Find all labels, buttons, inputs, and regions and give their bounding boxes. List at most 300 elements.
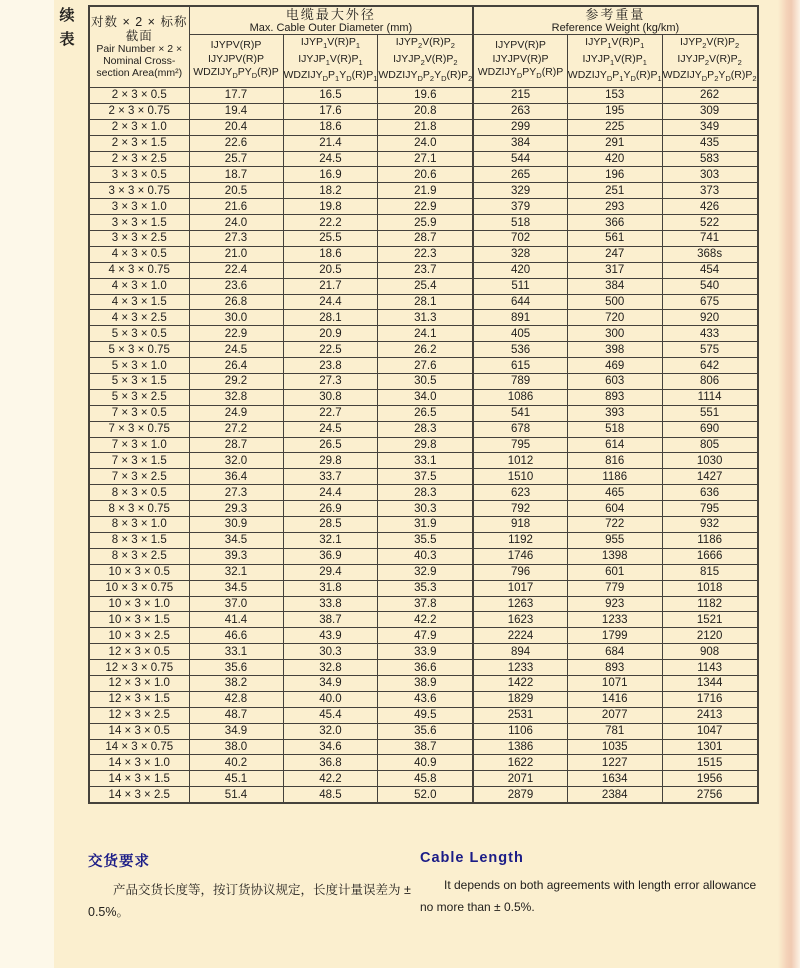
row-value-cell: 1344 bbox=[662, 675, 757, 691]
row-value-cell: 23.7 bbox=[378, 262, 473, 278]
row-value-cell: 604 bbox=[567, 501, 662, 517]
row-size-label: 7 × 3 × 0.5 bbox=[89, 405, 189, 421]
row-value-cell: 792 bbox=[473, 501, 567, 517]
row-value-cell: 26.8 bbox=[189, 294, 283, 310]
weight-header-en: Reference Weight (kg/km) bbox=[551, 21, 680, 34]
row-value-cell: 30.5 bbox=[378, 374, 473, 390]
row-value-cell: 40.3 bbox=[378, 548, 473, 564]
row-value-cell: 366 bbox=[567, 215, 662, 231]
model-header-cell: IJYPV(R)P IJYJPV(R)P $WDZIJY_DPY_D(R)P$ bbox=[473, 35, 567, 88]
row-value-cell: 2879 bbox=[473, 787, 567, 803]
table-row bbox=[89, 612, 758, 628]
row-value-cell: 1746 bbox=[473, 548, 567, 564]
row-value-cell: 30.3 bbox=[378, 501, 473, 517]
row-value-cell: 42.2 bbox=[378, 612, 473, 628]
row-value-cell: 24.1 bbox=[378, 326, 473, 342]
row-value-cell: 27.3 bbox=[189, 231, 283, 247]
row-value-cell: 28.3 bbox=[378, 485, 473, 501]
row-value-cell: 19.4 bbox=[189, 103, 283, 119]
row-value-cell: 22.9 bbox=[189, 326, 283, 342]
diameter-header-en: Max. Cable Outer Diameter (mm) bbox=[249, 21, 413, 34]
table-row bbox=[89, 88, 758, 104]
row-value-cell: 21.0 bbox=[189, 246, 283, 262]
weight-header-zh: 参考重量 bbox=[585, 6, 646, 22]
row-value-cell: 37.0 bbox=[189, 596, 283, 612]
row-value-cell: 1071 bbox=[567, 675, 662, 691]
row-size-label: 7 × 3 × 2.5 bbox=[89, 469, 189, 485]
cable-length-text: It depends on both agreements with length error allowance no more than ± 0.5%. bbox=[420, 878, 757, 914]
row-value-cell: 43.9 bbox=[283, 628, 378, 644]
size-header-zh-1: 对数 × 2 × 标称 bbox=[91, 15, 188, 29]
row-value-cell: 25.9 bbox=[378, 215, 473, 231]
row-value-cell: 27.3 bbox=[283, 374, 378, 390]
row-value-cell: 24.9 bbox=[189, 405, 283, 421]
row-value-cell: 35.6 bbox=[189, 660, 283, 676]
row-value-cell: 17.6 bbox=[283, 103, 378, 119]
row-value-cell: 20.8 bbox=[378, 103, 473, 119]
table-row bbox=[89, 787, 758, 803]
row-value-cell: 247 bbox=[567, 246, 662, 262]
row-value-cell: 465 bbox=[567, 485, 662, 501]
table-row bbox=[89, 501, 758, 517]
diameter-group-header bbox=[189, 6, 473, 35]
row-value-cell: 33.1 bbox=[189, 644, 283, 660]
table-row bbox=[89, 739, 758, 755]
row-value-cell: 642 bbox=[662, 358, 757, 374]
row-value-cell: 41.4 bbox=[189, 612, 283, 628]
row-value-cell: 20.9 bbox=[283, 326, 378, 342]
table-row bbox=[89, 374, 758, 390]
table-row bbox=[89, 548, 758, 564]
row-size-label: 7 × 3 × 0.75 bbox=[89, 421, 189, 437]
row-value-cell: 29.3 bbox=[189, 501, 283, 517]
row-value-cell: 51.4 bbox=[189, 787, 283, 803]
row-value-cell: 35.3 bbox=[378, 580, 473, 596]
row-value-cell: 955 bbox=[567, 532, 662, 548]
row-value-cell: 27.1 bbox=[378, 151, 473, 167]
size-header-zh-2: 截面 bbox=[125, 29, 153, 43]
row-value-cell: 21.6 bbox=[189, 199, 283, 215]
row-value-cell: 789 bbox=[473, 374, 567, 390]
row-value-cell: 16.5 bbox=[283, 88, 378, 104]
row-value-cell: 23.8 bbox=[283, 358, 378, 374]
row-value-cell: 20.5 bbox=[283, 262, 378, 278]
row-value-cell: 25.7 bbox=[189, 151, 283, 167]
row-value-cell: 918 bbox=[473, 517, 567, 533]
row-value-cell: 303 bbox=[662, 167, 757, 183]
table-row bbox=[89, 628, 758, 644]
row-value-cell: 1515 bbox=[662, 755, 757, 771]
row-value-cell: 34.6 bbox=[283, 739, 378, 755]
row-value-cell: 1018 bbox=[662, 580, 757, 596]
row-value-cell: 932 bbox=[662, 517, 757, 533]
row-size-label: 7 × 3 × 1.0 bbox=[89, 437, 189, 453]
row-value-cell: 46.6 bbox=[189, 628, 283, 644]
row-value-cell: 34.9 bbox=[189, 723, 283, 739]
row-value-cell: 1186 bbox=[662, 532, 757, 548]
row-size-label: 12 × 3 × 0.75 bbox=[89, 660, 189, 676]
continued-table-label bbox=[57, 4, 77, 52]
row-value-cell: 21.8 bbox=[378, 119, 473, 135]
row-value-cell: 317 bbox=[567, 262, 662, 278]
row-value-cell: 40.9 bbox=[378, 755, 473, 771]
delivery-requirements-text: 产品交货长度等，按订货协议规定，长度计量误差为 ± 0.5%。 bbox=[88, 883, 411, 919]
row-size-label: 10 × 3 × 1.5 bbox=[89, 612, 189, 628]
row-value-cell: 19.8 bbox=[283, 199, 378, 215]
row-size-label: 4 × 3 × 0.5 bbox=[89, 246, 189, 262]
table-row bbox=[89, 644, 758, 660]
row-value-cell: 291 bbox=[567, 135, 662, 151]
row-value-cell: 22.6 bbox=[189, 135, 283, 151]
row-value-cell: 540 bbox=[662, 278, 757, 294]
row-value-cell: 25.5 bbox=[283, 231, 378, 247]
row-value-cell: 215 bbox=[473, 88, 567, 104]
row-value-cell: 39.3 bbox=[189, 548, 283, 564]
row-value-cell: 24.5 bbox=[283, 151, 378, 167]
row-value-cell: 536 bbox=[473, 342, 567, 358]
row-value-cell: 45.8 bbox=[378, 771, 473, 787]
row-value-cell: 816 bbox=[567, 453, 662, 469]
row-value-cell: 42.8 bbox=[189, 691, 283, 707]
row-value-cell: 32.0 bbox=[283, 723, 378, 739]
row-value-cell: 644 bbox=[473, 294, 567, 310]
row-value-cell: 1634 bbox=[567, 771, 662, 787]
row-value-cell: 22.4 bbox=[189, 262, 283, 278]
row-size-label: 3 × 3 × 1.0 bbox=[89, 199, 189, 215]
row-value-cell: 795 bbox=[662, 501, 757, 517]
row-value-cell: 32.8 bbox=[189, 389, 283, 405]
table-row bbox=[89, 103, 758, 119]
row-value-cell: 18.6 bbox=[283, 119, 378, 135]
row-size-label: 5 × 3 × 1.0 bbox=[89, 358, 189, 374]
row-size-label: 4 × 3 × 1.5 bbox=[89, 294, 189, 310]
table-row bbox=[89, 485, 758, 501]
row-value-cell: 779 bbox=[567, 580, 662, 596]
row-size-label: 8 × 3 × 1.0 bbox=[89, 517, 189, 533]
model-header-cell: $IJYP_1V(R)P_1$ $IJYJP_1V(R)P_1$ $WDZIJY_DP_1Y_D(R)P_1$ bbox=[567, 35, 662, 88]
model-header-cell: $IJYP_2V(R)P_2$ $IJYJP_2V(R)P_2$ $WDZIJY_DP_2Y_D(R)P_2$ bbox=[378, 35, 473, 88]
row-value-cell: 18.7 bbox=[189, 167, 283, 183]
row-value-cell: 36.9 bbox=[283, 548, 378, 564]
row-value-cell: 541 bbox=[473, 405, 567, 421]
row-value-cell: 300 bbox=[567, 326, 662, 342]
row-value-cell: 518 bbox=[567, 421, 662, 437]
row-value-cell: 34.0 bbox=[378, 389, 473, 405]
row-value-cell: 195 bbox=[567, 103, 662, 119]
row-value-cell: 27.6 bbox=[378, 358, 473, 374]
row-size-label: 4 × 3 × 1.0 bbox=[89, 278, 189, 294]
row-value-cell: 379 bbox=[473, 199, 567, 215]
row-value-cell: 31.8 bbox=[283, 580, 378, 596]
row-value-cell: 1030 bbox=[662, 453, 757, 469]
table-row bbox=[89, 167, 758, 183]
table-row bbox=[89, 771, 758, 787]
model-header-row bbox=[89, 35, 758, 88]
table-row bbox=[89, 262, 758, 278]
row-value-cell: 544 bbox=[473, 151, 567, 167]
table-row bbox=[89, 707, 758, 723]
row-value-cell: 33.8 bbox=[283, 596, 378, 612]
row-value-cell: 22.9 bbox=[378, 199, 473, 215]
row-value-cell: 741 bbox=[662, 231, 757, 247]
row-value-cell: 36.4 bbox=[189, 469, 283, 485]
table-row bbox=[89, 660, 758, 676]
row-value-cell: 1186 bbox=[567, 469, 662, 485]
row-value-cell: 420 bbox=[473, 262, 567, 278]
row-size-label: 4 × 3 × 0.75 bbox=[89, 262, 189, 278]
row-value-cell: 22.7 bbox=[283, 405, 378, 421]
row-value-cell: 196 bbox=[567, 167, 662, 183]
delivery-requirements-section bbox=[88, 850, 424, 923]
row-value-cell: 551 bbox=[662, 405, 757, 421]
row-value-cell: 37.8 bbox=[378, 596, 473, 612]
row-value-cell: 435 bbox=[662, 135, 757, 151]
row-value-cell: 28.7 bbox=[189, 437, 283, 453]
page-left-margin bbox=[0, 0, 54, 968]
row-value-cell: 1510 bbox=[473, 469, 567, 485]
row-value-cell: 1301 bbox=[662, 739, 757, 755]
row-value-cell: 28.3 bbox=[378, 421, 473, 437]
row-value-cell: 908 bbox=[662, 644, 757, 660]
row-value-cell: 1422 bbox=[473, 675, 567, 691]
row-value-cell: 21.9 bbox=[378, 183, 473, 199]
row-value-cell: 22.2 bbox=[283, 215, 378, 231]
row-value-cell: 1086 bbox=[473, 389, 567, 405]
row-value-cell: 806 bbox=[662, 374, 757, 390]
model-header-cell: $IJYP_1V(R)P_1$ $IJYJP_1V(R)P_1$ $WDZIJY_DP_1Y_D(R)P_1$ bbox=[283, 35, 378, 88]
row-size-label: 5 × 3 × 2.5 bbox=[89, 389, 189, 405]
row-value-cell: 2756 bbox=[662, 787, 757, 803]
table-row bbox=[89, 326, 758, 342]
row-value-cell: 27.2 bbox=[189, 421, 283, 437]
table-row bbox=[89, 405, 758, 421]
row-value-cell: 45.4 bbox=[283, 707, 378, 723]
row-value-cell: 20.4 bbox=[189, 119, 283, 135]
row-size-label: 2 × 3 × 0.75 bbox=[89, 103, 189, 119]
cable-spec-table bbox=[88, 5, 759, 804]
row-value-cell: 16.9 bbox=[283, 167, 378, 183]
table-row bbox=[89, 358, 758, 374]
table-row bbox=[89, 564, 758, 580]
row-size-label: 10 × 3 × 0.75 bbox=[89, 580, 189, 596]
row-value-cell: 26.4 bbox=[189, 358, 283, 374]
row-value-cell: 603 bbox=[567, 374, 662, 390]
row-value-cell: 40.2 bbox=[189, 755, 283, 771]
row-value-cell: 24.4 bbox=[283, 294, 378, 310]
row-value-cell: 426 bbox=[662, 199, 757, 215]
row-value-cell: 263 bbox=[473, 103, 567, 119]
row-size-label: 5 × 3 × 0.75 bbox=[89, 342, 189, 358]
row-value-cell: 33.1 bbox=[378, 453, 473, 469]
row-value-cell: 47.9 bbox=[378, 628, 473, 644]
row-value-cell: 48.5 bbox=[283, 787, 378, 803]
table-row bbox=[89, 342, 758, 358]
row-value-cell: 37.5 bbox=[378, 469, 473, 485]
row-value-cell: 2224 bbox=[473, 628, 567, 644]
row-value-cell: 614 bbox=[567, 437, 662, 453]
row-value-cell: 38.2 bbox=[189, 675, 283, 691]
row-value-cell: 29.8 bbox=[378, 437, 473, 453]
row-value-cell: 28.1 bbox=[378, 294, 473, 310]
row-value-cell: 26.5 bbox=[378, 405, 473, 421]
size-header-en-3: section Area(mm²) bbox=[96, 67, 183, 79]
row-value-cell: 2120 bbox=[662, 628, 757, 644]
row-value-cell: 1182 bbox=[662, 596, 757, 612]
row-value-cell: 433 bbox=[662, 326, 757, 342]
row-value-cell: 1012 bbox=[473, 453, 567, 469]
row-value-cell: 815 bbox=[662, 564, 757, 580]
row-size-label: 2 × 3 × 1.0 bbox=[89, 119, 189, 135]
row-value-cell: 38.0 bbox=[189, 739, 283, 755]
row-value-cell: 393 bbox=[567, 405, 662, 421]
row-value-cell: 1622 bbox=[473, 755, 567, 771]
row-value-cell: 48.7 bbox=[189, 707, 283, 723]
row-value-cell: 384 bbox=[567, 278, 662, 294]
row-value-cell: 30.3 bbox=[283, 644, 378, 660]
continued-table-char-1: 续 bbox=[59, 7, 75, 24]
row-value-cell: 33.9 bbox=[378, 644, 473, 660]
row-value-cell: 20.5 bbox=[189, 183, 283, 199]
row-value-cell: 329 bbox=[473, 183, 567, 199]
row-value-cell: 34.5 bbox=[189, 532, 283, 548]
table-row bbox=[89, 278, 758, 294]
row-size-label: 4 × 3 × 2.5 bbox=[89, 310, 189, 326]
row-value-cell: 23.6 bbox=[189, 278, 283, 294]
row-size-label: 12 × 3 × 1.5 bbox=[89, 691, 189, 707]
table-row bbox=[89, 437, 758, 453]
row-value-cell: 511 bbox=[473, 278, 567, 294]
row-value-cell: 518 bbox=[473, 215, 567, 231]
row-value-cell: 920 bbox=[662, 310, 757, 326]
cable-length-title: Cable Length bbox=[420, 850, 524, 866]
row-value-cell: 684 bbox=[567, 644, 662, 660]
row-value-cell: 309 bbox=[662, 103, 757, 119]
row-size-label: 3 × 3 × 0.75 bbox=[89, 183, 189, 199]
group-header-row bbox=[89, 6, 758, 35]
row-value-cell: 2531 bbox=[473, 707, 567, 723]
weight-group-header bbox=[473, 6, 757, 35]
row-value-cell: 1716 bbox=[662, 691, 757, 707]
row-value-cell: 349 bbox=[662, 119, 757, 135]
row-value-cell: 52.0 bbox=[378, 787, 473, 803]
continued-table-char-2: 表 bbox=[59, 31, 75, 48]
row-value-cell: 24.0 bbox=[378, 135, 473, 151]
row-size-label: 2 × 3 × 1.5 bbox=[89, 135, 189, 151]
row-value-cell: 34.5 bbox=[189, 580, 283, 596]
row-value-cell: 30.9 bbox=[189, 517, 283, 533]
table-row bbox=[89, 596, 758, 612]
model-header-cell: $IJYP_2V(R)P_2$ $IJYJP_2V(R)P_2$ $WDZIJY_DP_2Y_D(R)P_2$ bbox=[662, 35, 757, 88]
row-value-cell: 26.9 bbox=[283, 501, 378, 517]
cable-length-section bbox=[420, 850, 772, 918]
row-value-cell: 720 bbox=[567, 310, 662, 326]
row-value-cell: 22.5 bbox=[283, 342, 378, 358]
row-value-cell: 500 bbox=[567, 294, 662, 310]
row-value-cell: 675 bbox=[662, 294, 757, 310]
row-value-cell: 24.5 bbox=[283, 421, 378, 437]
row-size-label: 12 × 3 × 2.5 bbox=[89, 707, 189, 723]
row-value-cell: 384 bbox=[473, 135, 567, 151]
table-row bbox=[89, 675, 758, 691]
row-value-cell: 38.9 bbox=[378, 675, 473, 691]
row-size-label: 3 × 3 × 1.5 bbox=[89, 215, 189, 231]
row-value-cell: 26.5 bbox=[283, 437, 378, 453]
table-row bbox=[89, 183, 758, 199]
row-value-cell: 25.4 bbox=[378, 278, 473, 294]
row-value-cell: 34.9 bbox=[283, 675, 378, 691]
row-value-cell: 20.6 bbox=[378, 167, 473, 183]
size-header-en-2: Nominal Cross- bbox=[103, 55, 176, 67]
row-value-cell: 636 bbox=[662, 485, 757, 501]
row-value-cell: 1233 bbox=[473, 660, 567, 676]
row-value-cell: 893 bbox=[567, 660, 662, 676]
row-value-cell: 1192 bbox=[473, 532, 567, 548]
row-size-label: 10 × 3 × 0.5 bbox=[89, 564, 189, 580]
row-value-cell: 38.7 bbox=[283, 612, 378, 628]
table-row bbox=[89, 389, 758, 405]
row-value-cell: 2384 bbox=[567, 787, 662, 803]
row-size-label: 14 × 3 × 1.0 bbox=[89, 755, 189, 771]
table-row bbox=[89, 691, 758, 707]
row-value-cell: 522 bbox=[662, 215, 757, 231]
row-value-cell: 796 bbox=[473, 564, 567, 580]
row-size-label: 3 × 3 × 0.5 bbox=[89, 167, 189, 183]
row-value-cell: 27.3 bbox=[189, 485, 283, 501]
row-value-cell: 894 bbox=[473, 644, 567, 660]
row-value-cell: 36.8 bbox=[283, 755, 378, 771]
table-row bbox=[89, 421, 758, 437]
delivery-requirements-title: 交货要求 bbox=[88, 854, 150, 870]
row-value-cell: 32.8 bbox=[283, 660, 378, 676]
row-value-cell: 153 bbox=[567, 88, 662, 104]
row-value-cell: 31.9 bbox=[378, 517, 473, 533]
row-value-cell: 24.0 bbox=[189, 215, 283, 231]
page-right-edge bbox=[778, 0, 800, 968]
row-value-cell: 30.0 bbox=[189, 310, 283, 326]
table-row bbox=[89, 135, 758, 151]
row-value-cell: 21.7 bbox=[283, 278, 378, 294]
row-value-cell: 1398 bbox=[567, 548, 662, 564]
table-row bbox=[89, 755, 758, 771]
row-value-cell: 583 bbox=[662, 151, 757, 167]
table-row bbox=[89, 310, 758, 326]
row-value-cell: 35.6 bbox=[378, 723, 473, 739]
row-value-cell: 251 bbox=[567, 183, 662, 199]
row-value-cell: 32.0 bbox=[189, 453, 283, 469]
table-row bbox=[89, 469, 758, 485]
table-row bbox=[89, 151, 758, 167]
row-size-label: 7 × 3 × 1.5 bbox=[89, 453, 189, 469]
row-value-cell: 24.5 bbox=[189, 342, 283, 358]
row-value-cell: 21.4 bbox=[283, 135, 378, 151]
row-value-cell: 29.4 bbox=[283, 564, 378, 580]
row-size-label: 14 × 3 × 2.5 bbox=[89, 787, 189, 803]
row-value-cell: 49.5 bbox=[378, 707, 473, 723]
row-value-cell: 24.4 bbox=[283, 485, 378, 501]
row-value-cell: 1829 bbox=[473, 691, 567, 707]
row-value-cell: 22.3 bbox=[378, 246, 473, 262]
model-header-cell: IJYPV(R)P IJYJPV(R)P $WDZIJY_DPY_D(R)P$ bbox=[189, 35, 283, 88]
row-value-cell: 17.7 bbox=[189, 88, 283, 104]
row-value-cell: 1623 bbox=[473, 612, 567, 628]
row-size-label: 10 × 3 × 1.0 bbox=[89, 596, 189, 612]
row-value-cell: 1106 bbox=[473, 723, 567, 739]
row-value-cell: 31.3 bbox=[378, 310, 473, 326]
row-value-cell: 1666 bbox=[662, 548, 757, 564]
row-value-cell: 469 bbox=[567, 358, 662, 374]
row-value-cell: 615 bbox=[473, 358, 567, 374]
table-row bbox=[89, 517, 758, 533]
